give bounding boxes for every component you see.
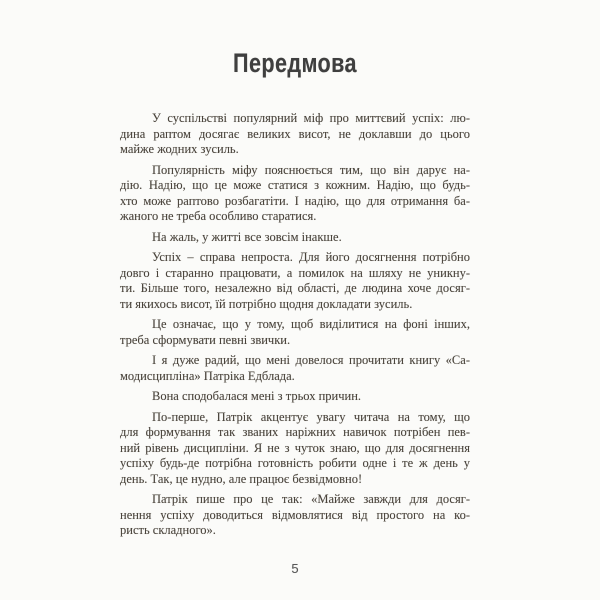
text-line: У суспільстві популярний міф про миттєвий успіх: лю- [152, 111, 470, 125]
body-text [120, 111, 470, 544]
text-line: Успіх – справа непроста. Для його досягнення потрібно [152, 250, 470, 264]
text-line: нення успіху доводиться відмовлятися від простого на ко- [120, 507, 470, 522]
text-line: довго і старанно працювати, а помилок на шляху не уникну- [120, 265, 470, 280]
text-line: для формування так званих наріжних навичок потрібен пев- [120, 425, 470, 439]
text-line: дію. Надію, що це може статися з кожним. Надію, що будь- [120, 178, 470, 192]
text-line: день. Так, це нудно, але працює безвідмовно! [120, 471, 363, 486]
paragraph [120, 163, 470, 225]
text-line: ти. Більше того, незалежно від області, де людина хоче досяг- [120, 281, 470, 295]
paragraph [120, 250, 470, 312]
text-line: ти якихось висот, їй потрібно щодня докладати зусиль. [120, 296, 413, 311]
text-line: треба сформувати певні звички. [120, 332, 291, 347]
text-line: успіху будь-де потрібна готовність робити одне і те ж день у [120, 456, 470, 470]
text-line: На жаль, у житті все зовсім інакше. [152, 229, 342, 244]
text-line: жаного не треба особливо старатися. [120, 209, 317, 223]
text-line: Вона сподобалася мені з трьох причин. [152, 389, 362, 403]
text-line: По-перше, Патрік акцентує увагу читача на тому, що [152, 409, 470, 424]
text-line: Це означає, що у тому, щоб виділитися на фоні інших, [152, 317, 470, 331]
paragraph [120, 230, 470, 246]
text-line: Патрік пише про це так: «Майже завжди для досяг- [152, 492, 470, 506]
text-line: дина раптом досягає великих висот, не доклавши до цього [120, 126, 470, 141]
text-line: майже жодних зусиль. [120, 142, 239, 156]
paragraph [120, 389, 470, 405]
page-number: 5 [291, 561, 299, 576]
paragraph [120, 492, 470, 539]
text-line: хто може раптово розбагатіти. І надію, що для отримання ба- [120, 193, 470, 208]
text-line: модисципліна» Патріка Едблада. [120, 368, 295, 383]
chapter-title: Передмова [233, 48, 357, 78]
text-line: І я дуже радий, що мені довелося прочитати книгу «Са- [152, 353, 470, 367]
text-line: ристь складного». [120, 523, 216, 537]
text-line: Популярність міфу пояснюється тим, що він дарує на- [152, 162, 470, 177]
paragraph [120, 410, 470, 488]
paragraph [120, 317, 470, 348]
paragraph [120, 111, 470, 158]
paragraph [120, 353, 470, 384]
text-line: ний рівень дисципліни. Я не з чуток знаю, що для досягнення [120, 440, 470, 455]
